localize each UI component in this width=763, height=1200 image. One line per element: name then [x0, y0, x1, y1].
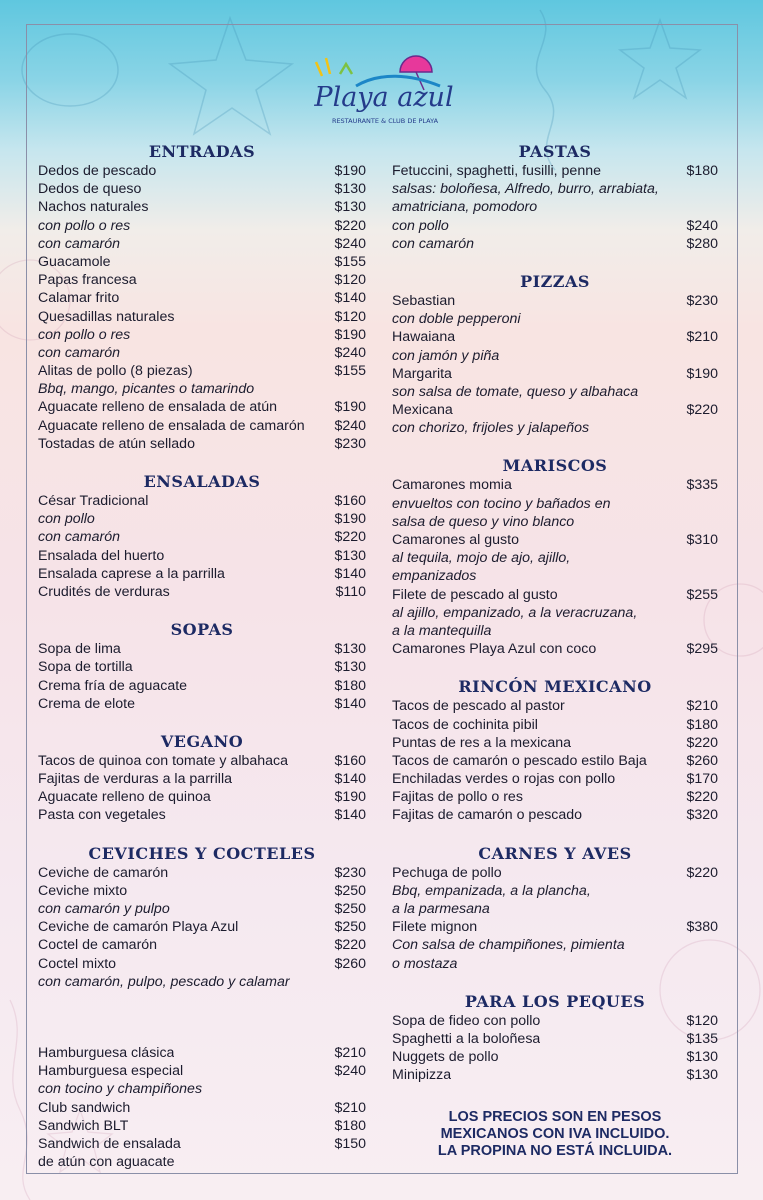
item-price	[714, 882, 718, 900]
menu-item	[392, 292, 718, 310]
menu-item	[38, 882, 366, 900]
menu-item	[38, 583, 366, 601]
menu-item	[38, 1099, 366, 1117]
item-name: Sopa de lima	[38, 641, 121, 658]
item-price: $130	[686, 1049, 718, 1066]
item-price: $210	[334, 1044, 366, 1061]
item-price: $190	[334, 163, 366, 179]
section-vegano	[38, 730, 366, 825]
item-name: Camarones momia	[392, 477, 512, 494]
item-price: $140	[334, 290, 366, 307]
item-price: $130	[334, 181, 366, 198]
section-spacer	[38, 1008, 366, 1044]
menu-item	[392, 918, 718, 936]
playa-azul-logo	[300, 46, 470, 130]
item-name: con pollo o res	[38, 326, 131, 343]
menu-item	[392, 365, 718, 383]
item-price: $190	[334, 326, 366, 343]
menu-item	[392, 716, 718, 734]
item-name: Camarones al gusto	[392, 532, 519, 548]
item-price	[714, 198, 718, 216]
item-price	[714, 955, 718, 973]
item-name: con camarón	[38, 344, 121, 361]
section-title: CEVICHES Y COCTELES	[88, 843, 316, 863]
item-price: $240	[334, 1063, 366, 1080]
item-name: con pollo o res	[38, 217, 131, 234]
item-price	[714, 604, 718, 622]
section-title: VEGANO	[160, 731, 244, 751]
item-price: $110	[335, 583, 366, 600]
item-name: con pollo	[392, 217, 449, 234]
item-price: $240	[334, 235, 366, 252]
menu-item	[392, 770, 718, 788]
item-name: Guacamole	[38, 253, 111, 270]
item-price: $120	[334, 272, 366, 289]
item-name: Puntas de res a la mexicana	[392, 734, 572, 751]
menu-item	[38, 547, 366, 565]
item-name: Spaghetti a la boloñesa	[392, 1030, 541, 1047]
item-name: Nachos naturales	[38, 199, 149, 216]
menu-item	[38, 677, 366, 695]
item-name: salsa de queso y vino blanco	[392, 513, 575, 530]
item-name: Ensalada caprese a la parrilla	[38, 565, 225, 582]
menu-item-description	[392, 383, 718, 401]
item-price: $170	[686, 771, 718, 788]
item-name: Tacos de pescado al pastor	[392, 698, 565, 715]
item-price	[362, 973, 366, 991]
menu-item	[38, 788, 366, 806]
item-name: son salsa de tomate, queso y albahaca	[392, 383, 639, 400]
menu-item	[392, 806, 718, 824]
menu-item	[38, 1135, 366, 1153]
item-name: Filete mignon	[392, 919, 478, 936]
item-name: salsas: boloñesa, Alfredo, burro, arrabiata,	[392, 181, 659, 198]
item-name: Hawaiana	[392, 329, 456, 346]
menu-item	[38, 936, 366, 954]
item-name: Minipizza	[392, 1067, 452, 1084]
item-name: Tacos de camarón o pescado estilo Baja	[392, 752, 647, 769]
item-name: Crema fría de aguacate	[38, 677, 188, 694]
item-name: Ensalada del huerto	[38, 547, 165, 564]
item-price: $180	[686, 163, 718, 179]
item-name: Ceviche mixto	[38, 882, 128, 899]
item-name: Fajitas de verduras a la parrilla	[38, 771, 232, 788]
item-name: a la mantequilla	[392, 622, 492, 639]
item-name: al tequila, mojo de ajo, ajillo,	[392, 550, 571, 567]
item-price	[362, 380, 366, 398]
item-price	[714, 549, 718, 567]
menu-item	[38, 289, 366, 307]
menu-item-description	[392, 900, 718, 918]
menu-item	[392, 864, 718, 882]
menu-item	[38, 180, 366, 198]
item-price: $140	[334, 807, 366, 824]
section-para-los-peques	[392, 990, 718, 1085]
item-price: $120	[686, 1012, 718, 1029]
item-name: Pechuga de pollo	[392, 864, 502, 881]
item-name: Nuggets de pollo	[392, 1049, 499, 1066]
section-entradas	[38, 140, 366, 453]
item-price: $190	[334, 511, 366, 528]
item-name: con camarón, pulpo, pescado y calamar	[38, 973, 290, 990]
item-price: $250	[334, 882, 366, 899]
item-price	[714, 495, 718, 513]
item-price: $190	[686, 365, 718, 382]
menu-item-description	[392, 310, 718, 328]
footnote-line: MEXICANOS CON IVA INCLUIDO.	[440, 1125, 670, 1142]
item-price: $130	[334, 547, 366, 564]
item-name: Alitas de pollo (8 piezas)	[38, 363, 193, 380]
item-price: $320	[686, 807, 718, 824]
menu-item	[38, 565, 366, 583]
item-price	[714, 900, 718, 918]
svg-text:Playa azul: Playa azul	[314, 82, 454, 113]
item-name: Tostadas de atún sellado	[38, 435, 195, 452]
item-price: $250	[334, 919, 366, 936]
menu-item	[38, 435, 366, 453]
item-price: $240	[334, 344, 366, 361]
menu-item	[38, 900, 366, 918]
menu-item	[38, 235, 366, 253]
item-name: Enchiladas verdes o rojas con pollo	[392, 771, 616, 788]
item-price	[714, 513, 718, 531]
menu-item	[38, 198, 366, 216]
item-price: $160	[334, 493, 366, 509]
menu-item	[392, 1030, 718, 1048]
menu-item	[38, 1044, 366, 1062]
item-price: $335	[686, 477, 718, 494]
item-name: Crudités de verduras	[38, 583, 170, 600]
item-price	[714, 180, 718, 198]
item-price	[714, 567, 718, 585]
item-name: con camarón y pulpo	[38, 901, 170, 917]
item-price	[714, 310, 718, 328]
item-name: Hamburguesa clásica	[38, 1044, 175, 1061]
item-price: $180	[334, 1117, 366, 1134]
item-price: $155	[334, 363, 366, 380]
item-price: $150	[334, 1135, 366, 1152]
menu-item-description	[38, 380, 366, 398]
section-title: PASTAS	[518, 142, 592, 161]
menu-item-description	[392, 513, 718, 531]
item-price: $140	[334, 771, 366, 788]
item-price: $295	[686, 641, 718, 658]
item-name: Papas francesa	[38, 272, 137, 289]
menu-item	[392, 697, 718, 715]
item-price: $135	[686, 1030, 718, 1047]
menu-item-description	[38, 1080, 366, 1098]
item-price	[362, 1080, 366, 1098]
item-price: $140	[334, 695, 366, 712]
item-name: Fetuccini, spaghetti, fusilli, penne	[392, 163, 601, 179]
item-price: $220	[686, 402, 718, 419]
menu-item-description	[392, 882, 718, 900]
menu-item	[392, 162, 718, 180]
section-sandwiches	[38, 1008, 366, 1171]
section-sopas	[38, 618, 366, 713]
section-title: PARA LOS PEQUES	[464, 991, 646, 1011]
item-name: con jamón y piña	[392, 347, 500, 364]
menu-item	[392, 217, 718, 235]
item-name: con tocino y champiñones	[38, 1081, 203, 1098]
item-price: $210	[334, 1099, 366, 1116]
menu-item	[38, 253, 366, 271]
item-name: con doble pepperoni	[392, 311, 521, 328]
item-price: $220	[334, 529, 366, 546]
item-price	[714, 347, 718, 365]
item-price: $310	[686, 532, 718, 548]
item-price: $210	[686, 329, 718, 346]
item-name: Pasta con vegetales	[38, 807, 166, 824]
item-price: $280	[686, 235, 718, 252]
item-name: Tacos de cochinita pibil	[392, 716, 538, 733]
svg-text:RESTAURANTE & CLUB DE PLAYA: RESTAURANTE & CLUB DE PLAYA	[331, 117, 439, 125]
item-price: $220	[686, 864, 718, 881]
menu-item	[392, 1012, 718, 1030]
item-name: con chorizo, frijoles y jalapeños	[392, 420, 590, 437]
section-title: SOPAS	[170, 620, 234, 640]
item-price: $190	[334, 399, 366, 416]
menu-item-description	[392, 180, 718, 198]
menu-item	[392, 328, 718, 346]
footnote-line: LOS PRECIOS SON EN PESOS	[448, 1108, 662, 1125]
menu-item-description	[38, 1153, 366, 1171]
item-price	[714, 419, 718, 437]
item-name: Sandwich de ensalada	[38, 1135, 181, 1152]
menu-item	[38, 271, 366, 289]
item-name: Con salsa de champiñones, pimienta	[392, 937, 625, 954]
item-name: Sopa de fideo con pollo	[392, 1012, 541, 1029]
menu-item	[392, 1066, 718, 1084]
item-name: Aguacate relleno de ensalada de camarón	[38, 417, 305, 434]
section-ensaladas	[38, 470, 366, 601]
item-name: o mostaza	[392, 955, 458, 972]
section-ceviches-y-cocteles	[38, 842, 366, 991]
menu-item	[392, 531, 718, 549]
menu-item	[38, 640, 366, 658]
item-price: $210	[686, 698, 718, 715]
item-name: Bbq, mango, picantes o tamarindo	[38, 381, 255, 398]
item-price: $230	[334, 864, 366, 881]
item-price: $190	[334, 789, 366, 806]
menu-item	[38, 918, 366, 936]
item-name: Bbq, empanizada, a la plancha,	[392, 882, 591, 899]
item-price: $240	[334, 417, 366, 434]
menu-item	[392, 586, 718, 604]
item-name: Mexicana	[392, 402, 453, 419]
item-name: de atún con aguacate	[38, 1154, 175, 1171]
menu-item-description	[392, 604, 718, 622]
section-mariscos	[392, 454, 718, 658]
menu-item	[38, 955, 366, 973]
item-name: Fajitas de pollo o res	[392, 789, 523, 806]
footnote-line: LA PROPINA NO ESTÁ INCLUIDA.	[437, 1142, 673, 1159]
item-name: Quesadillas naturales	[38, 308, 175, 325]
item-name: Dedos de pescado	[38, 163, 157, 179]
section-title: ENSALADAS	[143, 472, 261, 491]
item-price: $130	[334, 641, 366, 658]
item-name: Dedos de queso	[38, 181, 142, 198]
menu-item	[392, 401, 718, 419]
section-title: CARNES Y AVES	[478, 843, 632, 863]
menu-item	[38, 162, 366, 180]
item-price: $120	[334, 308, 366, 325]
item-name: empanizados	[392, 568, 477, 585]
item-price	[714, 383, 718, 401]
menu-item	[38, 326, 366, 344]
menu-item	[38, 417, 366, 435]
menu-item-description	[392, 419, 718, 437]
section-carnes-y-aves	[392, 842, 718, 973]
menu-item-description	[392, 347, 718, 365]
item-price: $180	[334, 677, 366, 694]
right-column	[392, 140, 718, 1160]
item-name: Calamar frito	[38, 290, 120, 307]
item-name: amatriciana, pomodoro	[392, 199, 538, 216]
item-name: Coctel mixto	[38, 955, 117, 972]
item-price: $140	[334, 565, 366, 582]
item-name: Fajitas de camarón o pescado	[392, 807, 583, 824]
menu-item-description	[392, 567, 718, 585]
menu-item	[38, 770, 366, 788]
item-name: Aguacate relleno de ensalada de atún	[38, 399, 278, 416]
item-name: con camarón	[392, 235, 475, 252]
item-price	[714, 936, 718, 954]
item-price: $180	[686, 716, 718, 733]
menu-item	[38, 695, 366, 713]
menu-item	[392, 476, 718, 494]
item-price: $130	[686, 1067, 718, 1084]
item-name: Sopa de tortilla	[38, 659, 133, 676]
menu-item-description	[38, 973, 366, 991]
item-name: con camarón	[38, 235, 121, 252]
menu-item	[38, 1062, 366, 1080]
item-name: envueltos con tocino y bañados en	[392, 495, 611, 512]
menu-item-description	[392, 955, 718, 973]
item-name: Aguacate relleno de quinoa	[38, 789, 211, 806]
menu-item	[38, 217, 366, 235]
item-price: $130	[334, 659, 366, 676]
menu-item	[392, 235, 718, 253]
section-title: ENTRADAS	[148, 142, 256, 161]
item-price: $160	[334, 752, 366, 769]
menu-item	[38, 362, 366, 380]
menu-item	[38, 658, 366, 676]
item-price	[714, 622, 718, 640]
item-price	[362, 1153, 366, 1171]
menu-item	[392, 752, 718, 770]
item-price: $230	[334, 435, 366, 452]
item-name: Crema de elote	[38, 695, 135, 712]
price-footnote	[392, 1109, 718, 1160]
item-name: Club sandwich	[38, 1099, 131, 1116]
section-title: PIZZAS	[520, 271, 590, 291]
section-rincon-mexicano	[392, 675, 718, 824]
item-price: $230	[686, 292, 718, 309]
item-name: Margarita	[392, 365, 452, 382]
menu-item	[38, 510, 366, 528]
left-column	[38, 140, 366, 1188]
item-name: Hamburguesa especial	[38, 1063, 184, 1080]
item-name: Tacos de quinoa con tomate y albahaca	[38, 752, 289, 769]
item-price: $255	[686, 586, 718, 603]
menu-item	[38, 806, 366, 824]
item-name: Sandwich BLT	[38, 1117, 129, 1134]
menu-item-description	[392, 936, 718, 954]
item-name: con pollo	[38, 511, 95, 528]
item-name: Ceviche de camarón	[38, 864, 169, 881]
section-title: MARISCOS	[502, 456, 608, 476]
item-price: $220	[334, 217, 366, 234]
item-name: al ajillo, empanizado, a la veracruzana,	[392, 604, 638, 621]
menu-item-description	[392, 198, 718, 216]
menu-item-description	[392, 495, 718, 513]
item-price: $250	[334, 901, 366, 917]
item-name: con camarón	[38, 529, 121, 546]
item-name: Coctel de camarón	[38, 937, 158, 954]
item-price: $260	[686, 752, 718, 769]
menu-item	[38, 864, 366, 882]
menu-item-description	[392, 622, 718, 640]
item-name: Camarones Playa Azul con coco	[392, 641, 597, 658]
menu-item	[38, 308, 366, 326]
menu-item-description	[392, 549, 718, 567]
item-name: Ceviche de camarón Playa Azul	[38, 919, 239, 936]
section-title: RINCÓN MEXICANO	[458, 677, 652, 697]
item-price: $220	[686, 734, 718, 751]
menu-item	[392, 788, 718, 806]
item-name: a la parmesana	[392, 901, 490, 917]
section-pastas	[392, 140, 718, 253]
menu-item	[392, 1048, 718, 1066]
menu-item	[38, 492, 366, 510]
menu-item	[38, 1117, 366, 1135]
menu-item	[392, 734, 718, 752]
menu-item	[38, 344, 366, 362]
item-price: $380	[686, 919, 718, 936]
menu-item	[38, 528, 366, 546]
item-name: Filete de pescado al gusto	[392, 586, 558, 603]
menu-item	[38, 752, 366, 770]
item-name: Sebastian	[392, 292, 456, 309]
section-pizzas	[392, 270, 718, 438]
menu-item	[392, 640, 718, 658]
item-price: $240	[686, 217, 718, 234]
item-price: $260	[334, 955, 366, 972]
item-price: $220	[334, 937, 366, 954]
item-price: $130	[334, 199, 366, 216]
menu-item	[38, 398, 366, 416]
item-price: $155	[334, 253, 366, 270]
item-price: $220	[686, 789, 718, 806]
item-name: César Tradicional	[38, 493, 149, 509]
